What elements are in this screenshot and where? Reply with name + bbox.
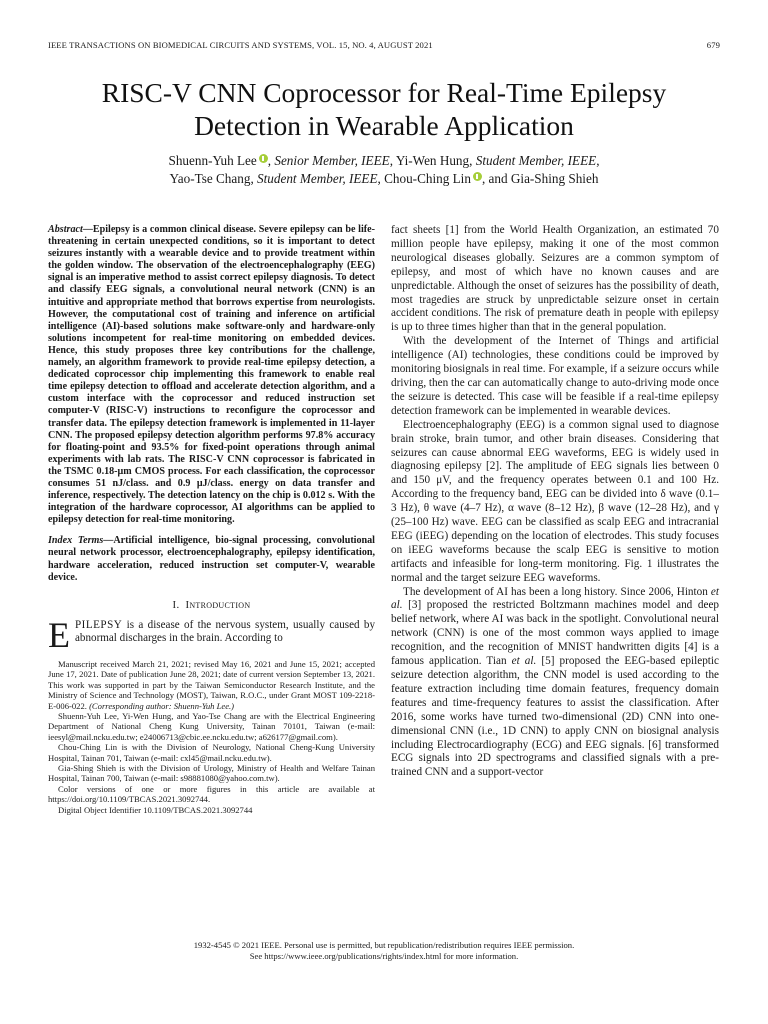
intro-caps: PILEPSY [75,618,123,631]
left-column [48,224,375,815]
copyright-footer [48,940,720,962]
footer-line-2: See https://www.ieee.org/publications/rights/index.html for more information. [249,951,519,961]
author-name: Chou-Ching Lin [384,171,471,186]
running-head [48,40,720,50]
author-name: Yao-Tse Chang [169,171,251,186]
footnote-doi: Digital Object Identifier 10.1109/TBCAS.2021.3092744 [58,804,253,815]
right-column [391,224,719,780]
author-name: Yi-Wen Hung [395,153,470,168]
page-number: 679 [706,40,720,50]
body-paragraph-2: With the development of the Internet of Things and artificial intelligence (AI) technologies, these conditions could be improved by monitoring biosignals in real time. For example, if a seizure occurs while driving, then the car can automatically change to auto-driving mode once the seizure is detected. This case will be feasible if a real-time epilepsy detection framework can be implemented in wearable devices. [391,335,719,417]
section-heading [48,599,375,611]
paper-title [40,76,728,142]
journal-name: IEEE TRANSACTIONS ON BIOMEDICAL CIRCUITS AND SYSTEMS, VOL. 15, NO. 4, AUGUST 2021 [48,40,433,50]
author-list [40,152,728,188]
index-terms-text: —Artificial intelligence, bio-signal processing, convolutional neural network processor, electroencephalography, epilepsy identification, hardware acceleration, reduced instruction set computer-V, wearable device. [48,535,375,583]
footnote-affiliation-3: Gia-Shing Shieh is with the Division of Urology, Ministry of Health and Welfare Tainan Hospital, Tainan 700, Taiwan (e-mail: s98881080@yahoo.com.tw). [48,762,375,784]
footnote-color-figures: Color versions of one or more figures in this article are available at https://doi.org/10.1109/TBCAS.2021.3092744. [48,783,375,805]
section-title-rest: ntroduction [189,598,251,611]
author-role: Student Member, IEEE [257,171,378,186]
drop-cap: E [48,614,70,655]
footnote-affiliation-1: Shuenn-Yuh Lee, Yi-Wen Hung, and Yao-Tse Chang are with the Electrical Engineering Department of National Cheng Kung University, Tainan 70101, Taiwan (e-mail: ieesyl@mail.ncku.edu.tw; e24006713@cbic.ee.ncku.edu.tw; a626177@gmail.com). [48,710,375,742]
author-role: Student Member, IEEE [475,153,597,168]
section-number: I. [172,598,180,611]
author-role: Senior Member, IEEE [274,153,390,168]
body-paragraph-3: Electroencephalography (EEG) is a common signal used to diagnose brain stroke, brain tumor, and other brain diseases. Considering that seizures can cause abnormal EEG waveforms, EEG is widely used in diagnosing epilepsy [2]. The amplitude of EEG signals lies between 0 and 150 μV, and the frequency operates between 0.1 and 100 Hz. According to the frequency band, EEG can be divided into δ wave (0.1–3 Hz), θ wave (4–7 Hz), α wave (8–12 Hz), β wave (12–28 Hz), and γ (25–100 Hz) wave. EEG can be classified as scalp EEG and intracranial EEG (iEEG) depending on the location of electrodes. This study focuses on iEEG waveforms because the scalp EEG is sensitive to motion artifacts and infeasible for long-term monitoring. Fig. 1 illustrates the normal and the target seizure EEG waveforms. [391,418,719,584]
body-paragraph-4: The development of AI has been a long history. Since 2006, Hinton et al. [3] proposed the restricted Boltzmann machines model and deep belief network, where AI was back in the spotlight. Convolutional neural network (CNN) is one of the most common ways applied to image recognition, and the recognition of MNIST handwritten digits [4] is a famous application. Tian et al. [5] proposed the EEG-based epileptic seizure detection algorithm, the CNN model is used according to the feature extraction including time domain features, frequency domain features and time-frequency features to assist the classification. After 2016, some works have turned two-dimensional (2D) CNN into one-dimensional CNN (i.e., 1D CNN) to apply CNN on biosignal analysis including Electrocardiography (ECG) and EEG signals. [6] transformed ECG signals into 2D spectrograms and classified signals with a pre-trained CNN and a support-vector [391,585,719,779]
corresponding-author: (Corresponding author: Shuenn-Yuh Lee.) [89,700,235,711]
orcid-icon[interactable] [259,154,268,163]
title-line-1: RISC-V CNN Coprocessor for Real-Time Epilepsy [101,77,667,108]
abstract-text: —Epilepsy is a common clinical disease. Severe epilepsy can be life-threatening in certain unexpected conditions, so it is important to detect seizures instantly with a wearable device and to provide treatment within the golden window. The observation of the electroencephalography (EEG) signal is an imperative method to assist correct epilepsy diagnosis. To detect and classify EEG signals, a convolutional neural network (CNN) is an intuitive and appropriate method that borrows expertise from neurologists. However, the computational cost of training and inference on artificial intelligence (AI)-based solutions make software-only and hardware-only solutions incompetent for real-time monitoring on embedded devices. Hence, this study proposes three key contributions for the challenge, namely, an algorithm framework to provide real-time epilepsy detection, a dedicated coprocessor chip implementing this framework to enable real time epilepsy detection to offload and accelerate detection algorithm, and a custom interface with the coprocessor and reduced instruction set computer-V (RISC-V) instructions to reconfigure the coprocessor and transfer data. The epilepsy detection framework is implemented in 11-layer CNN. The proposed epilepsy detection algorithm performs 97.8% accuracy for floating-point and 93.5% for fixed-point operations through animal experiments with lab rats. The RISC-V CNN coprocessor is fabricated in the TSMC 0.18-μm CMOS process. For each classification, the coprocessor consumes 51 nJ/class. and 0.9 μJ/class. energy on data transfer and inference, respectively. The detection latency on the chip is 0.012 s. With the integration of the hardware coprocessor, AI algorithms can be applied to epilepsy detection for real-time monitoring. [48,224,375,526]
orcid-icon[interactable] [473,172,482,181]
body-paragraph-1: fact sheets [1] from the World Health Organization, an estimated 70 million people have epilepsy, making it one of the most common neurological diseases globally. Seizures are a common symptom of epilepsy, and most of which have no known causes and are unpredictable. Although the onset of seizures has the possibility of death, most tragedies are struck by unpredictable seizure onset in certain accident conditions. The risk of premature death in people with epilepsy is up to three times higher than that in the general population. [391,224,719,334]
index-terms [48,535,375,583]
abstract [48,224,375,526]
footer-line-1: 1932-4545 © 2021 IEEE. Personal use is permitted, but republication/redistribution requires IEEE permission. [193,940,575,950]
title-line-2: Detection in Wearable Application [194,110,574,141]
intro-text: is a disease of the nervous system, usually caused by abnormal discharges in the brain. According to [75,618,375,645]
footnotes [48,659,375,815]
section-title-initial: I [185,598,190,611]
author-line-1: Shuenn-Yuh Lee , Senior Member, IEEE, Yi-Wen Hung, Student Member, IEEE, [168,153,600,168]
author-line-2: Yao-Tse Chang, Student Member, IEEE, Chou-Ching Lin , and Gia-Shing Shieh [169,171,599,186]
author-name: Shuenn-Yuh Lee [168,153,257,168]
author-name: Gia-Shing Shieh [510,171,599,186]
intro-paragraph [48,614,375,655]
index-terms-label: Index Terms [48,535,104,547]
footnote-affiliation-2: Chou-Ching Lin is with the Division of Neurology, National Cheng-Kung University Hospital, Tainan 701, Taiwan (e-mail: cxl45@mail.ncku.edu.tw). [48,742,375,763]
footnote-manuscript: Manuscript received March 21, 2021; revised May 16, 2021 and June 15, 2021; accepted June 17, 2021. Date of publication June 28, 2021; date of current version September 13, 2021. This work was supported in part by the Taiwan Semiconductor Research Institute, and the Ministry of Science and Technology (MOST), Taiwan, R.O.C., under Grant MOST 109-2218-E-006-022. (Corresponding author: Shuenn-Yuh Lee.) [48,658,375,711]
abstract-label: Abstract [48,224,83,235]
